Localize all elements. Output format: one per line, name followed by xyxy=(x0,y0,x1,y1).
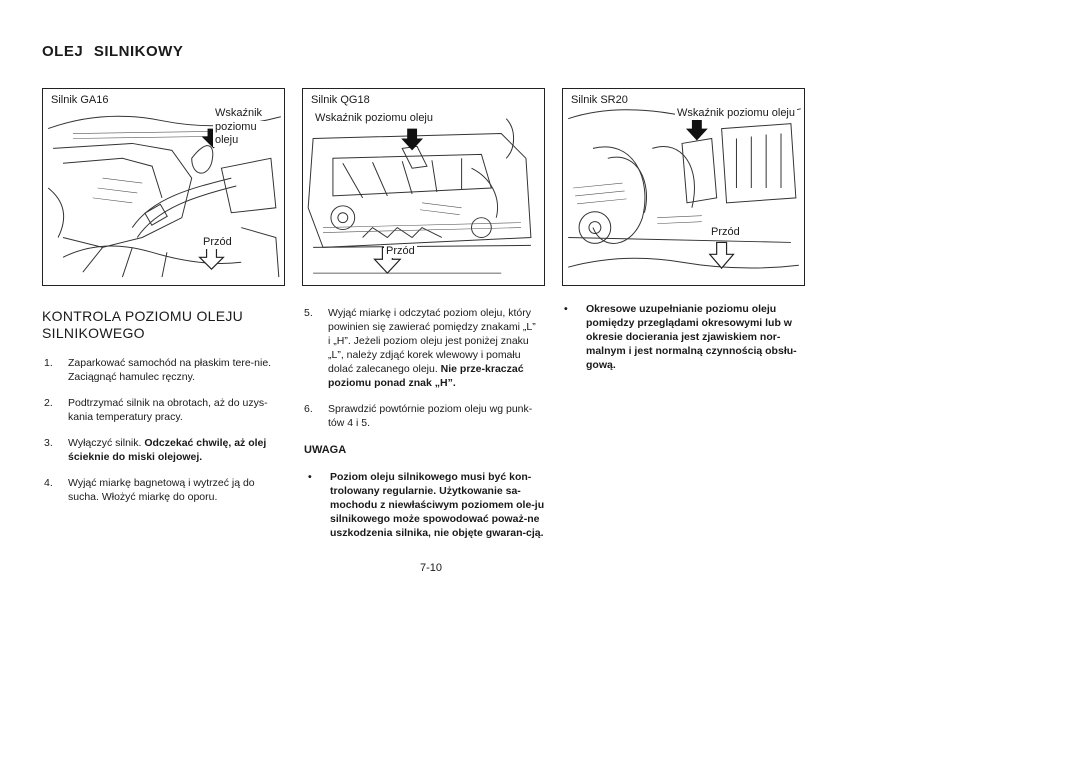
page-number: 7-10 xyxy=(420,562,443,574)
step-item xyxy=(44,476,280,504)
dipstick-label: Wskaźnik poziomu oleju xyxy=(315,112,433,124)
figure-sr20 xyxy=(562,88,805,286)
step-number: 4. xyxy=(44,477,53,489)
pointer-arrow-icon xyxy=(401,129,423,151)
section-heading-line2: SILNIKOWEGO xyxy=(42,325,145,341)
pointer-arrow-icon xyxy=(686,119,708,141)
bullet-icon: • xyxy=(564,303,568,315)
note-bullet-1 xyxy=(308,470,548,540)
step-text: Zaparkować samochód na płaskim tere-nie. Zaciągnąć hamulec ręczny. xyxy=(68,357,272,383)
step-number: 6. xyxy=(304,403,313,415)
step-number: 2. xyxy=(44,397,53,409)
figure-engine-name: Silnik QG18 xyxy=(311,94,370,106)
step-item xyxy=(44,396,280,424)
note-bullet-text: Okresowe uzupełnianie poziomu oleju pomiędzy przeglądami okresowymi lub w okresie docierania jest zjawiskiem nor-malnym i jest normalną czynnością obsłu-gową. xyxy=(586,303,797,371)
step-item xyxy=(304,306,540,390)
step-number: 3. xyxy=(44,437,53,449)
front-label: Przód xyxy=(711,226,740,238)
note-bullet-2 xyxy=(564,302,806,372)
step-text: Sprawdzić powtórnie poziom oleju wg punk-tów 4 i 5. xyxy=(328,403,533,429)
step-item xyxy=(44,436,280,464)
step-item xyxy=(304,402,540,430)
steps-list-column1 xyxy=(44,356,280,516)
step-text: Wyjąć miarkę i odczytać poziom oleju, który powinien się zawierać pomiędzy znakami „L” i „H”. Jeżeli poziom oleju jest poniżej znaku „L”, należy zdjąć korek wlewowy i pomału dolać zalecanego oleju. xyxy=(328,307,536,375)
dipstick-label-line1: Wskaźnik xyxy=(215,107,263,119)
step-text: Wyłączyć silnik. xyxy=(68,437,145,449)
figure-engine-name: Silnik SR20 xyxy=(571,94,628,106)
page-title: OLEJ SILNIKOWY xyxy=(42,43,184,60)
bullet-icon: • xyxy=(308,471,312,483)
section-heading-line1: KONTROLA POZIOMU OLEJU xyxy=(42,308,244,324)
step-number: 1. xyxy=(44,357,53,369)
section-heading xyxy=(42,308,282,342)
step-text: Podtrzymać silnik na obrotach, aż do uzys-kania temperatury pracy. xyxy=(68,397,268,423)
note-bullet-text: Poziom oleju silnikowego musi być kon-trolowany regularnie. Użytkowanie sa-mochodu z niewłaściwym poziomem ole-ju silnikowego może spowodować poważ-ne uszkodzenia silnika, nie objęte gwaran-cją. xyxy=(330,471,545,539)
figure-engine-name: Silnik GA16 xyxy=(51,94,109,106)
dipstick-label: Wskaźnik poziomu oleju xyxy=(677,107,795,119)
step-item xyxy=(44,356,280,384)
dipstick-label-line2: poziomu oleju xyxy=(213,121,284,147)
steps-list-column2 xyxy=(304,306,540,442)
front-label: Przód xyxy=(386,245,415,257)
step-bold-text: Nie prze-kraczać poziomu ponad znak „H”. xyxy=(328,363,524,389)
figure-qg18 xyxy=(302,88,545,286)
step-bold-text: Odczekać chwilę, aż olej ścieknie do miski olejowej. xyxy=(68,437,267,463)
front-arrow-icon xyxy=(200,247,224,269)
front-arrow-icon xyxy=(710,242,734,268)
figure-ga16 xyxy=(42,88,285,286)
front-label: Przód xyxy=(203,236,232,248)
note-heading: UWAGA xyxy=(304,444,347,456)
step-number: 5. xyxy=(304,307,313,319)
step-text: Wyjąć miarkę bagnetową i wytrzeć ją do sucha. Włożyć miarkę do oporu. xyxy=(68,477,255,503)
